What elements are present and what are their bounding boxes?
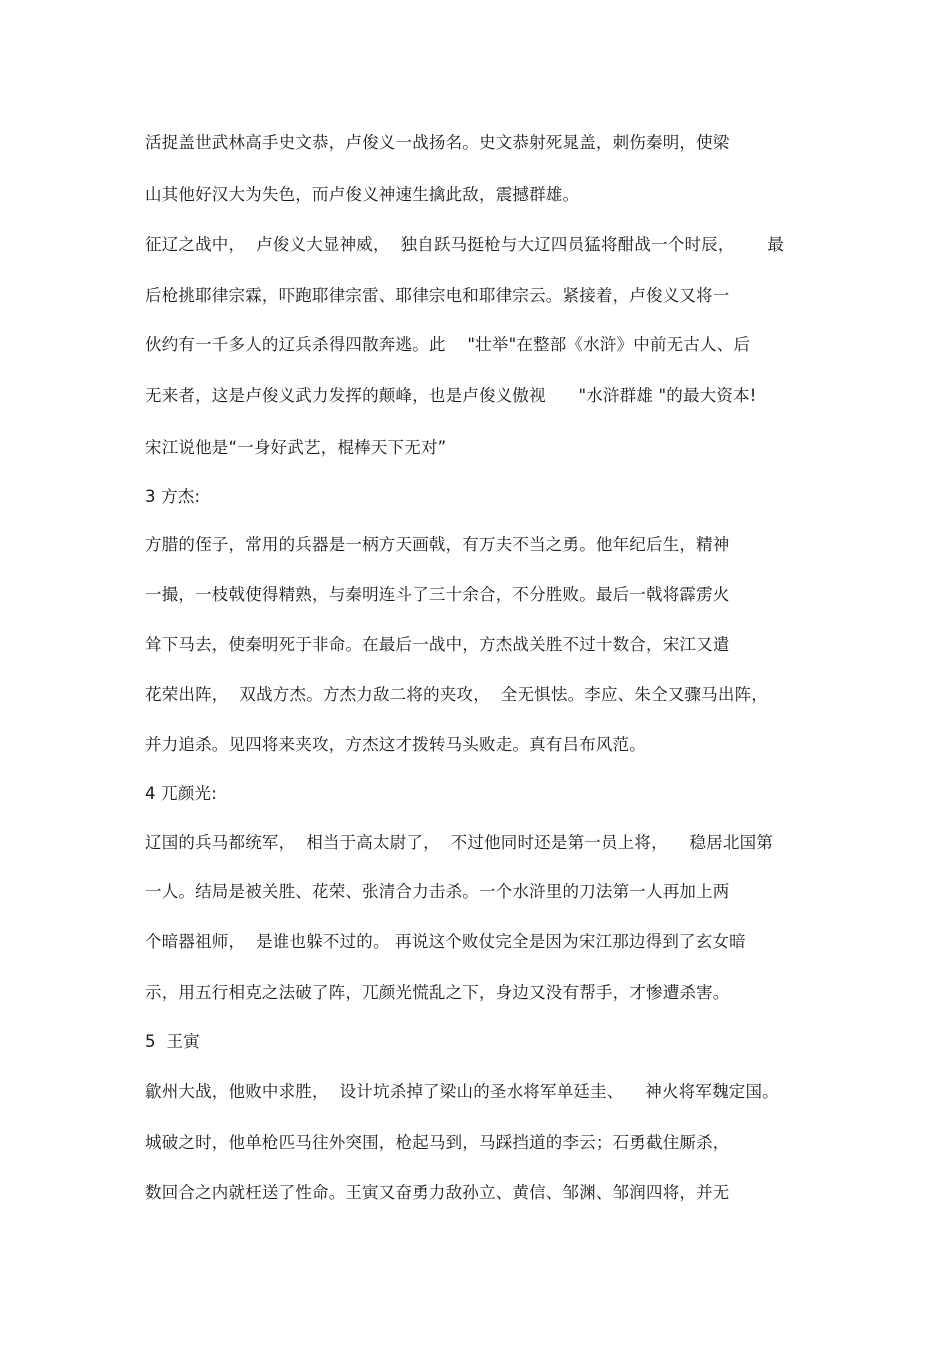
text-line: 山其他好汉大为失色，而卢俊义神速生擒此敌，震撼群雄。 [145,185,580,204]
text-line: 城破之时，他单枪匹马往外突围，枪起马到，马踩挡道的李云；石勇截住厮杀， [145,1133,730,1152]
text-line: 个暗器祖师， 是谁也躲不过的。 再说这个败仗完全是因为宋江那边得到了玄女暗 [145,932,746,951]
text-line: 歙州大战，他败中求胜， 设计坑杀掉了梁山的圣水将军单廷圭、 神火将军魏定国。 [145,1082,779,1101]
text-line: 征辽之战中， 卢俊义大显神威， 独自跃马挺枪与大辽四员猛将酣战一个时辰， 最 [145,235,784,254]
text-line: 花荣出阵， 双战方杰。方杰力敌二将的夹攻， 全无惧怯。李应、朱仝又骤马出阵， [145,685,768,704]
text-line: 无来者，这是卢俊义武力发挥的颠峰，也是卢俊义傲视 "水浒群雄 "的最大资本! [145,386,757,405]
section-heading: 3 方杰: [145,487,201,506]
text-line: 后枪挑耶律宗霖，吓跑耶律宗雷、耶律宗电和耶律宗云。紧接着，卢俊义又将一 [145,286,730,305]
text-line: 示，用五行相克之法破了阵，兀颜光慌乱之下，身边又没有帮手，才惨遭杀害。 [145,983,730,1002]
text-line: 并力追杀。见四将来夹攻，方杰这才拨转马头败走。真有吕布风范。 [145,735,646,754]
section-heading: 4 兀颜光: [145,784,218,803]
text-line: 耸下马去，使秦明死于非命。在最后一战中，方杰战关胜不过十数合，宋江又遣 [145,635,730,654]
text-line: 伙约有一千多人的辽兵杀得四散奔逃。此 "壮举"在整部《水浒》中前无古人、后 [145,335,751,354]
section-heading: 5 王寅 [145,1032,200,1051]
text-line: 方腊的侄子，常用的兵器是一柄方天画戟，有万夫不当之勇。他年纪后生，精神 [145,535,730,554]
text-line: 一撮，一枝戟使得精熟，与秦明连斗了三十余合，不分胜败。最后一戟将霹雳火 [145,585,730,604]
text-line: 辽国的兵马都统军， 相当于高太尉了， 不过他同时还是第一员上将， 稳居北国第 [145,833,774,852]
text-line: 宋江说他是“一身好武艺，棍棒天下无对” [145,438,447,457]
text-line: 数回合之内就枉送了性命。王寅又奋勇力敌孙立、黄信、邹渊、邹润四将，并无 [145,1183,730,1202]
text-line: 活捉盖世武林高手史文恭，卢俊义一战扬名。史文恭射死晁盖，刺伤秦明，使梁 [145,133,730,152]
text-line: 一人。结局是被关胜、花荣、张清合力击杀。一个水浒里的刀法第一人再加上两 [145,882,730,901]
